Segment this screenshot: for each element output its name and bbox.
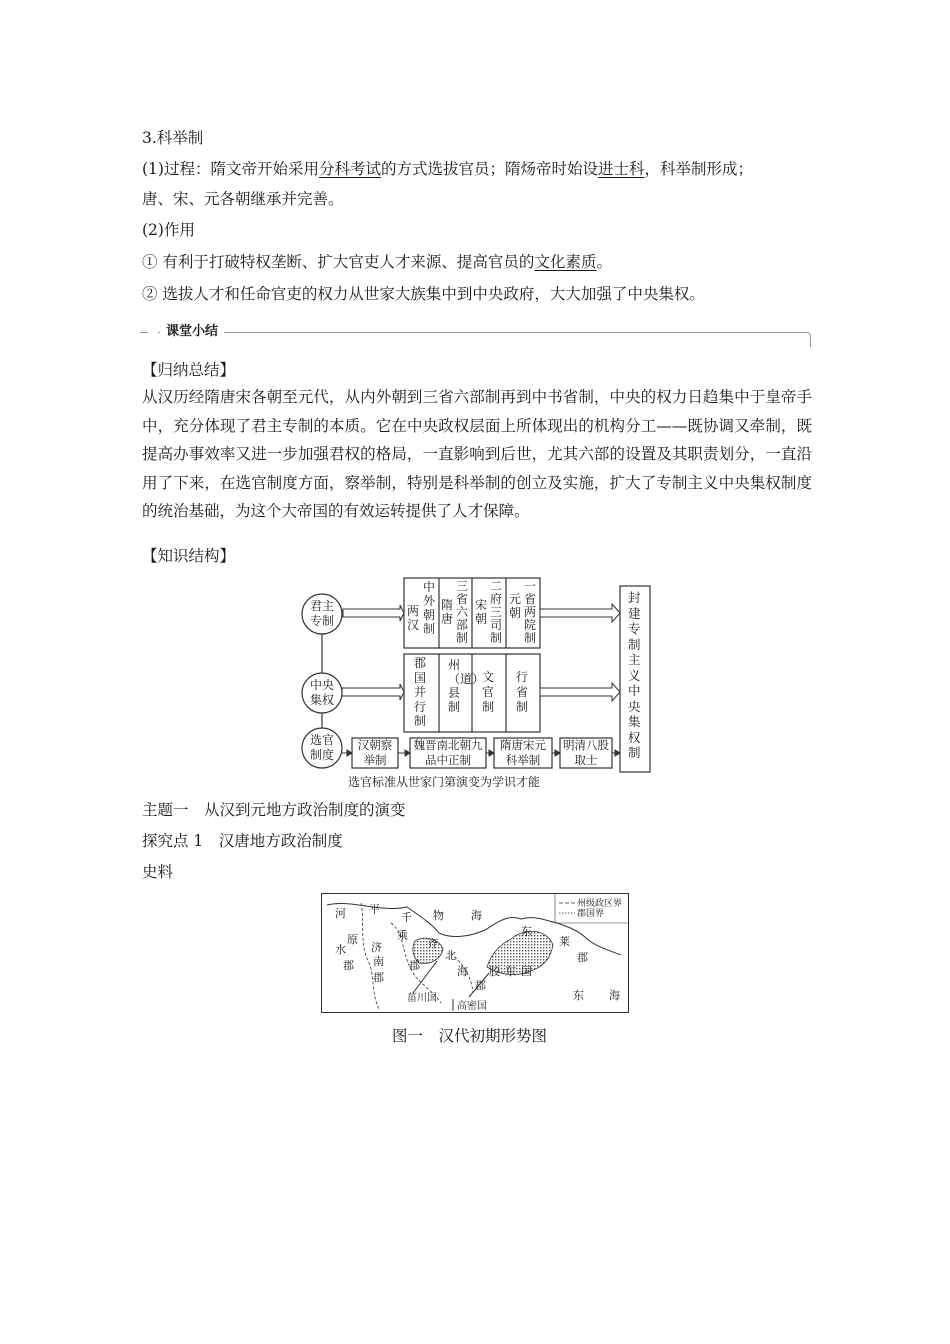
effect-item-1 (142, 252, 612, 272)
row1-period: 宋朝 (475, 598, 488, 626)
map-label: 原 (347, 933, 358, 946)
map-label: 胶 (489, 965, 500, 978)
map-label: 郡 (475, 979, 486, 992)
row1-system: 二府三司制 (490, 579, 503, 645)
structure-heading: 【知识结构】 (142, 547, 236, 565)
map-label: 海 (457, 965, 468, 978)
row1-period: 隋唐 (441, 598, 454, 626)
map-label: 郡 (409, 959, 420, 972)
row2-system: 州（道）县制 (448, 658, 485, 714)
section-banner (140, 322, 812, 348)
map-label: 济 (371, 941, 382, 954)
process-paragraph-line1 (142, 159, 753, 179)
map-label: 齐 (427, 937, 438, 950)
circle-label: 中央集权 (309, 678, 334, 707)
diagram-caption: 选官标准从世家门第演变为学识才能 (348, 775, 541, 789)
banner-label: 课堂小结 (160, 322, 224, 342)
source-label: 史料 (142, 863, 174, 881)
map-label: 物 (433, 909, 444, 922)
inquiry-point: 探究点 1 汉唐地方政治制度 (142, 832, 343, 850)
map-label: 东 (505, 965, 516, 978)
map-label: 郡 (577, 951, 588, 964)
selection-box-han: 汉朝察举制 (357, 738, 393, 767)
underlined-term: 文化素质 (534, 253, 597, 271)
banner-rule (140, 332, 811, 347)
text-span: ① 有利于打破特权垄断、扩大官吏人才来源、提高官员的 (142, 253, 535, 271)
map-label: 水 (335, 943, 346, 956)
map-legend-state: 州级政区界 (577, 899, 623, 909)
knowledge-structure-diagram (296, 574, 656, 790)
map-label: 东 (521, 925, 532, 938)
summary-body: 从汉历经隋唐宋各朝至元代，从内外朝到三省六部制再到中书省制，中央的权力日趋集中于皇帝手中，充分体现了君主专制的本质。它在中央政权层面上所体现出的机构分工——既协调又牵制，既提高办事效率又进一步加强君权的格局，一直影响到后世，尤其六部的设置及其职责划分，一直沿用了下来，在选官制度方面，察举制，特别是科举制的创立及实施，扩大了专制主义中央集权制度的统治基础，为这个大帝国的有效运转提供了人才保障。 (142, 388, 812, 520)
map-label: 平 (369, 903, 380, 916)
map-label: 郡 (343, 959, 354, 972)
circle-label: 君主专制 (309, 599, 334, 628)
map-label: 河 (335, 907, 346, 920)
map-label: 菑川国 (407, 993, 437, 1004)
circle-label: 选官制度 (309, 733, 334, 762)
map-label: 国 (521, 965, 532, 978)
row1-period: 两汉 (407, 604, 420, 632)
map-legend-commandery: 郡国界 (577, 909, 605, 919)
map-label: 海 (471, 909, 482, 922)
text-span: ，科举制形成； (644, 160, 754, 178)
row2-system: 郡国并行制 (414, 656, 427, 728)
result-box: 封建专制主义中央集权制 (628, 590, 641, 760)
effect-heading: (2)作用 (142, 221, 195, 239)
map-label: 千 (401, 911, 412, 924)
row1-system: 三省六部制 (456, 579, 469, 645)
text-span: (1)过程：隋文帝开始采用 (142, 160, 319, 178)
map-label: 北 (445, 949, 456, 962)
map-caption: 图一 汉代初期形势图 (392, 1027, 548, 1045)
underlined-term: 进士科 (598, 160, 645, 178)
row2-system: 文官制 (482, 670, 495, 714)
text-span: 的方式选拔官员；隋炀帝时始设 (380, 160, 598, 178)
map-label: 高密国 (457, 1001, 487, 1012)
row1-period: 元朝 (509, 592, 522, 620)
banner-dash (148, 330, 158, 334)
row2-system: 行省制 (516, 670, 529, 714)
row1-system: 中外朝制 (423, 580, 436, 636)
text-span: 。 (596, 253, 612, 271)
selection-box-suitang: 隋唐宋元科举制 (500, 738, 546, 767)
map-label: 莱 (559, 935, 570, 948)
summary-heading: 【归纳总结】 (142, 361, 236, 379)
selection-box-weijin: 魏晋南北朝九品中正制 (413, 738, 483, 767)
map-label: 乘 (397, 929, 408, 942)
topic-title: 主题一 从汉到元地方政治制度的演变 (142, 801, 406, 819)
map-label: 郡 (373, 971, 384, 984)
selection-box-mingqing: 明清八股取士 (563, 738, 609, 767)
map-label: 海 (609, 989, 620, 1002)
map-label: 东 (573, 989, 584, 1002)
section-heading-keju: 3.科举制 (142, 129, 204, 147)
map-label: 南 (373, 955, 384, 968)
row1-system: 一省两院制 (524, 579, 537, 645)
effect-item-2: ② 选拔人才和任命官吏的权力从世家大族集中到中央政府，大大加强了中央集权。 (142, 285, 705, 303)
underlined-term: 分科考试 (318, 160, 381, 178)
han-map-figure (321, 893, 629, 1013)
process-paragraph-line2: 唐、宋、元各朝继承并完善。 (142, 190, 344, 208)
